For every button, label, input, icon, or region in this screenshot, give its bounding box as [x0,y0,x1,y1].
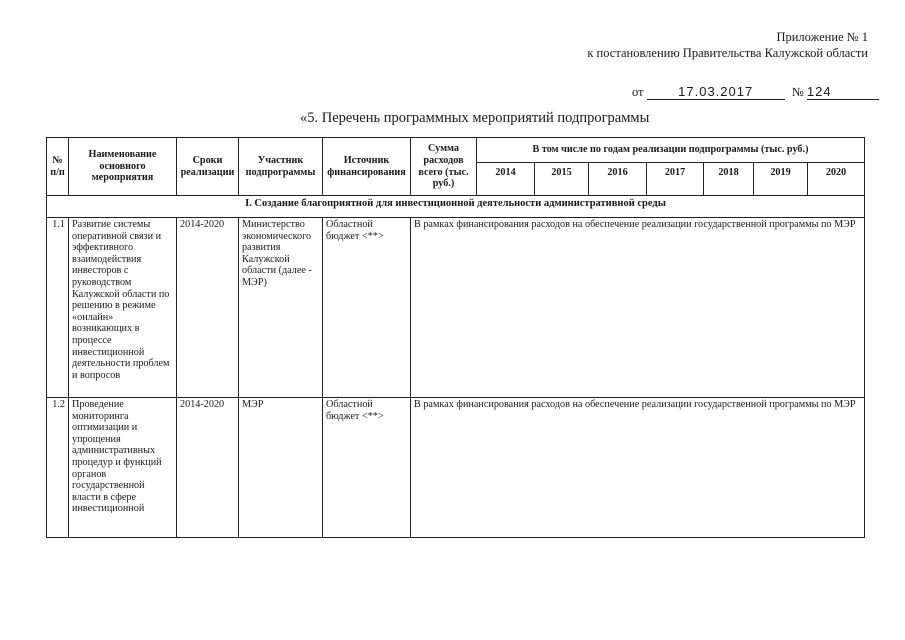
row-num: 1.2 [47,398,69,538]
resolution-date-line [632,84,879,100]
resolution-number: 124 [807,84,879,100]
col-header-year: 2018 [704,163,754,196]
from-label: от [632,85,644,99]
row-name: Развитие системы оперативной связи и эффективного взаимодействия инвесторов с руководством Калужской области по решению в режиме «онлайн» возникающих в процессе инвестиционной деятельности проблем и вопросов [69,218,177,398]
row-funding: В рамках финансирования расходов на обеспечение реализации государственной программы по МЭР [411,398,865,538]
row-terms: 2014-2020 [177,218,239,398]
col-header-year: 2020 [808,163,865,196]
row-num: 1.1 [47,218,69,398]
col-header-year: 2015 [535,163,589,196]
col-header-year: 2014 [477,163,535,196]
row-source: Областной бюджет <**> [323,398,411,538]
col-header-num: № п/п [47,138,69,196]
resolution-reference: к постановлению Правительства Калужской области [587,46,868,60]
table-row [47,218,865,398]
row-participant: Министерство экономического развития Калужской области (далее - МЭР) [239,218,323,398]
page-title: «5. Перечень программных мероприятий подпрограммы [300,110,650,126]
row-source: Областной бюджет <**> [323,218,411,398]
col-header-year: 2017 [647,163,704,196]
number-label: № [791,85,804,99]
resolution-date: 17.03.2017 [647,84,785,100]
col-header-participant: Участник подпрограммы [239,138,323,196]
col-header-sum: Сумма расходов всего (тыс. руб.) [411,138,477,196]
col-header-year: 2019 [754,163,808,196]
col-header-name: Наименование основного мероприятия [69,138,177,196]
row-participant: МЭР [239,398,323,538]
table-row [47,398,865,538]
row-terms: 2014-2020 [177,398,239,538]
section-row [47,196,865,218]
col-header-source: Источник финансирования [323,138,411,196]
row-name: Проведение мониторинга оптимизации и упрощения административных процедур и функций органов государственной власти в сфере инвестиционной [69,398,177,538]
program-activities-table [46,137,865,538]
row-funding: В рамках финансирования расходов на обеспечение реализации государственной программы по МЭР [411,218,865,398]
header-row-1 [47,138,865,163]
col-header-year: 2016 [589,163,647,196]
section-title: I. Создание благоприятной для инвестиционной деятельности административной среды [47,196,865,218]
appendix-label: Приложение № 1 [776,30,868,44]
col-header-terms: Сроки реализации [177,138,239,196]
col-header-years-group: В том числе по годам реализации подпрограммы (тыс. руб.) [477,138,865,163]
